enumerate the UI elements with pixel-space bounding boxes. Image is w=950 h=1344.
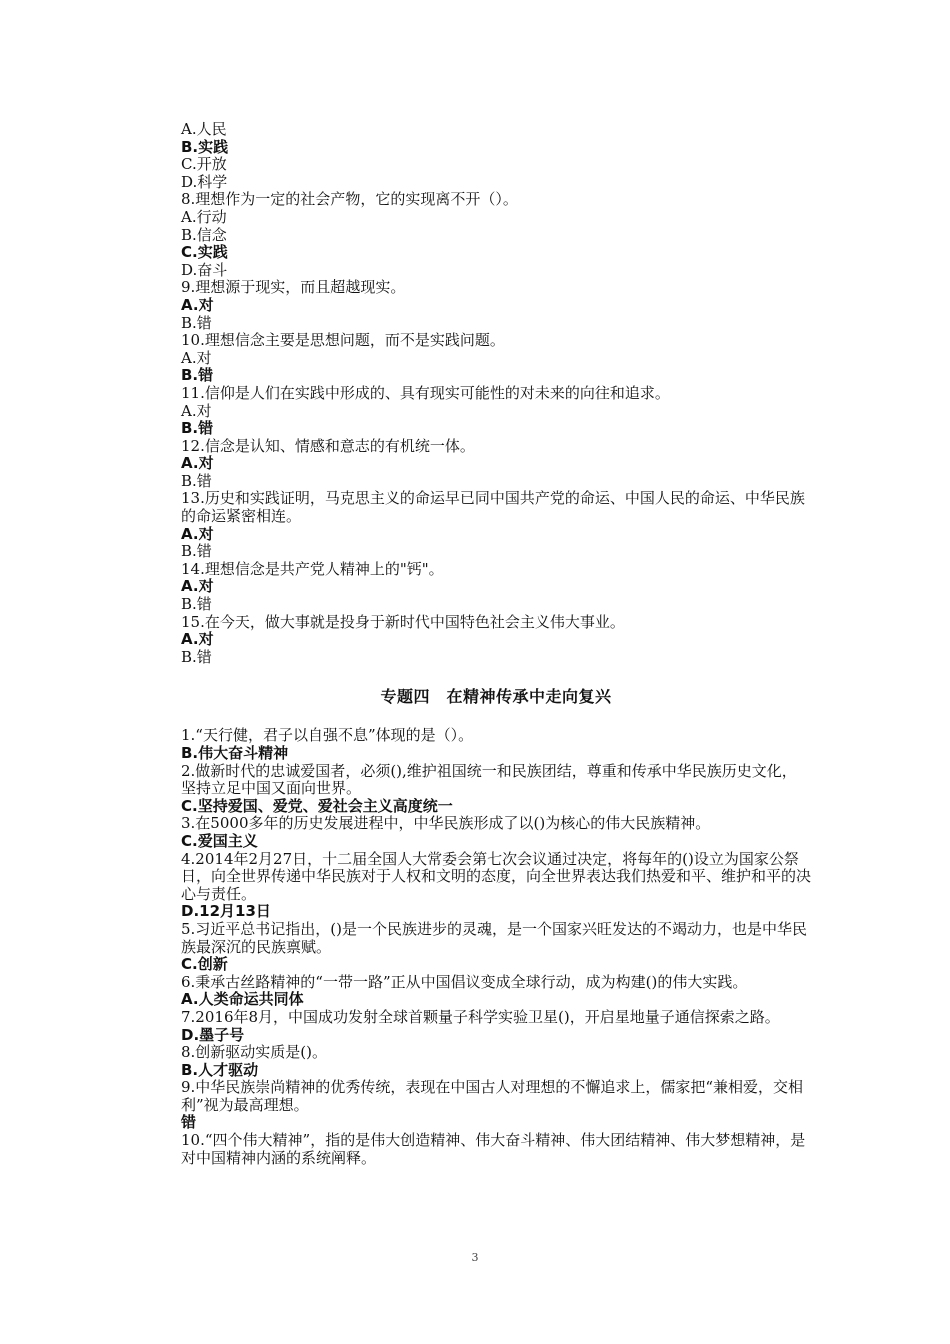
- question-line: B.错: [181, 595, 212, 614]
- answer-line: A.人类命运共同体: [181, 990, 304, 1009]
- question-line: 5.习近平总书记指出，()是一个民族进步的灵魂，是一个国家兴旺发达的不竭动力，也是中华民族最深沉的民族禀赋。: [181, 919, 808, 956]
- question-line: 10.理想信念主要是思想问题，而不是实践问题。: [181, 331, 505, 350]
- question-line: C.开放: [181, 155, 227, 174]
- quiz-section-spirit: [181, 727, 811, 1167]
- question-line: 6.秉承古丝路精神的“一带一路”正从中国倡议变成全球行动，成为构建()的伟大实践。: [181, 972, 748, 991]
- question-line: D.科学: [181, 172, 228, 191]
- question-line: B.信念: [181, 225, 227, 244]
- question-line: 9.理想源于现实，而且超越现实。: [181, 278, 406, 297]
- question-line: A.人民: [181, 120, 227, 138]
- question-line: 2.做新时代的忠诚爱国者，必须(),维护祖国统一和民族团结，尊重和传承中华民族历史文化，坚持立足中国又面向世界。: [181, 761, 797, 798]
- question-line: 4.2014年2月27日，十二届全国人大常委会第七次会议通过决定，将每年的()设立为国家公祭日，向全世界传递中华民族对于人权和文明的态度，向全世界表达我们热爱和平、维护和平的决心与责任。: [181, 849, 812, 903]
- page-content: [181, 121, 811, 1167]
- quiz-section-ideals: [181, 121, 811, 666]
- question-line: 15.在今天，做大事就是投身于新时代中国特色社会主义伟大事业。: [181, 612, 625, 631]
- question-line: B.错: [181, 471, 212, 490]
- question-line: A.行动: [181, 207, 227, 226]
- question-line: D.奋斗: [181, 260, 228, 279]
- answer-line: A.对: [181, 454, 214, 473]
- question-line: 7.2016年8月，中国成功发射全球首颗量子科学实验卫星()，开启星地量子通信探索之路。: [181, 1007, 780, 1026]
- answer-line: C.实践: [181, 243, 228, 262]
- answer-line: B.错: [181, 419, 214, 438]
- page-number: 3: [471, 1251, 479, 1264]
- answer-line: B.实践: [181, 137, 229, 156]
- answer-line: B.伟大奋斗精神: [181, 744, 289, 762]
- question-line: 3.在5000多年的历史发展进程中，中华民族形成了以()为核心的伟大民族精神。: [181, 814, 711, 833]
- question-line: 12.信念是认知、情感和意志的有机统一体。: [181, 436, 475, 455]
- answer-line: A.对: [181, 577, 214, 596]
- section-heading: 专题四 在精神传承中走向复兴: [380, 687, 612, 707]
- answer-line: 错: [181, 1113, 197, 1132]
- question-line: 8.理想作为一定的社会产物，它的实现离不开（）。: [181, 190, 518, 209]
- answer-line: C.坚持爱国、爱党、爱社会主义高度统一: [181, 796, 453, 815]
- answer-line: D.墨子号: [181, 1025, 245, 1044]
- question-line: 13.历史和实践证明，马克思主义的命运早已同中国共产党的命运、中国人民的命运、中华民族的命运紧密相连。: [181, 489, 805, 526]
- answer-line: C.爱国主义: [181, 831, 258, 850]
- question-line: 1.“天行健，君子以自强不息”体现的是（）。: [181, 726, 474, 745]
- answer-line: A.对: [181, 524, 214, 543]
- question-line: 14.理想信念是共产党人精神上的"钙"。: [181, 559, 444, 578]
- answer-line: D.12月13日: [181, 902, 271, 921]
- question-line: B.错: [181, 542, 212, 561]
- answer-line: B.错: [181, 366, 214, 385]
- answer-line: A.对: [181, 630, 214, 649]
- question-line: 9.中华民族崇尚精神的优秀传统，表现在中国古人对理想的不懈追求上，儒家把“兼相爱，交相利”视为最高理想。: [181, 1078, 803, 1114]
- question-line: 10.“四个伟大精神”，指的是伟大创造精神、伟大奋斗精神、伟大团结精神、伟大梦想精神，是对中国精神内涵的系统阐释。: [181, 1131, 806, 1167]
- question-line: 8.创新驱动实质是()。: [181, 1043, 328, 1062]
- answer-line: A.对: [181, 295, 214, 314]
- answer-line: C.创新: [181, 955, 228, 974]
- question-line: B.错: [181, 647, 212, 666]
- question-line: B.错: [181, 313, 212, 332]
- question-line: 11.信仰是人们在实践中形成的、具有现实可能性的对未来的向往和追求。: [181, 383, 670, 402]
- answer-line: B.人才驱动: [181, 1060, 259, 1079]
- question-line: A.对: [181, 401, 212, 420]
- question-line: A.对: [181, 348, 212, 367]
